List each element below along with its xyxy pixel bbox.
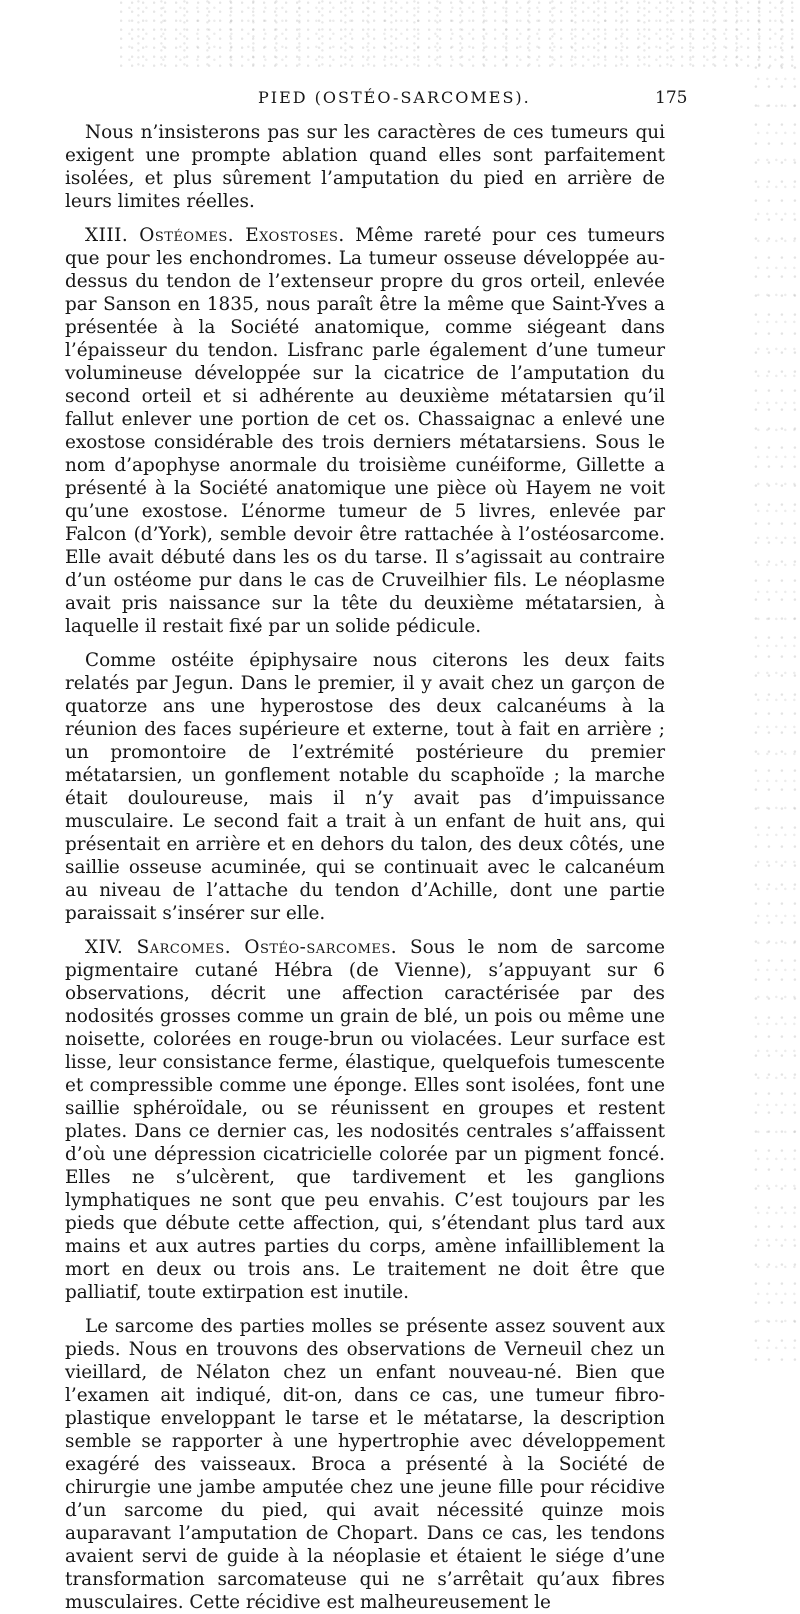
scan-noise (752, 60, 800, 1370)
paragraph (65, 649, 665, 925)
paragraph-text: Nous n’insisterons pas sur les caractères de ces tumeurs qui exigent une prompte ablation quand elles sont parfaitement isolées, et plus sûrement l’amputation du pied en arrière de leurs limites réelles. (65, 122, 665, 212)
running-header (0, 88, 800, 118)
section-heading: XIII. Ostéomes. Exostoses. (85, 225, 345, 246)
paragraph (65, 121, 665, 213)
page-title: PIED (OSTÉO-SARCOMES). (258, 88, 531, 107)
paragraph-text: Sous le nom de sarcome pigmentaire cutané Hébra (de Vienne), s’appuyant sur 6 observations, décrit une affection caractérisée par des nodosités grosses comme un grain de blé, un pois ou même une noisette, colorées en rouge-brun ou violacées. Leur surface est lisse, leur consistance ferme, élastique, quelquefois tumescente et compressible comme une éponge. Elles sont isolées, font une saillie sphéroïdale, ou se réunissent en groupes et restent plates. Dans ce dernier cas, les nodosités centrales s’affaissent d’où une dépression cicatricielle colorée par un pigment foncé. Elles ne s’ulcèrent, que tardivement et les ganglions lymphatiques ne sont que peu envahis. C’est toujours par les pieds que débute cette affection, qui, s’étendant plus tard aux mains et aux autres parties du corps, amène infailliblement la mort en deux ou trois ans. Le traitement ne doit être que palliatif, toute extirpation est inutile. (65, 937, 665, 1303)
page-number: 175 (655, 88, 688, 108)
body-text (65, 121, 665, 1614)
paragraph (65, 936, 665, 1304)
paragraph-text: Même rareté pour ces tumeurs que pour les enchondromes. La tumeur osseuse développée au-dessus du tendon de l’extenseur propre du gros orteil, enlevée par Sanson en 1835, nous paraît être la même que Saint-Yves a présentée à la Société anatomique, comme siégeant dans l’épaisseur du tendon. Lisfranc parle également d’une tumeur volumineuse développée sur la cicatrice de l’amputation du second orteil et si adhérente au deuxième métatarsien qu’il fallut enlever une portion de cet os. Chassaignac a enlevé une exostose considérable des trois derniers métatarsiens. Sous le nom d’apophyse anormale du troisième cunéiforme, Gillette a présenté à la Société anatomique une pièce où Hayem ne voit qu’une exostose. L’énorme tumeur de 5 livres, enlevée par Falcon (d’York), semble devoir être rattachée à l’ostéosarcome. Elle avait débuté dans les os du tarse. Il s’agissait au contraire d’un ostéome pur dans le cas de Cruveilhier fils. Le néoplasme avait pris naissance sur la tête du deuxième métatarsien, à laquelle il restait fixé par un solide pédicule. (65, 225, 665, 637)
paragraph-text: Comme ostéite épiphysaire nous citerons les deux faits relatés par Jegun. Dans le premier, il y avait chez un garçon de quatorze ans une hyperostose des deux calcanéums à la réunion des faces supérieure et externe, tout à fait en arrière ; un promontoire de l’extrémité postérieure du premier métatarsien, un gonflement notable du scaphoïde ; la marche était douloureuse, mais il n’y avait pas d’impuissance musculaire. Le second fait a trait à un enfant de huit ans, qui présentait en arrière et en dehors du talon, des deux côtés, une saillie osseuse acuminée, qui se continuait avec le calcanéum au niveau de l’attache du tendon d’Achille, dont une partie paraissait s’insérer sur elle. (65, 650, 665, 924)
section-heading: XIV. Sarcomes. Ostéo-sarcomes. (85, 937, 398, 958)
paragraph (65, 1315, 665, 1614)
scan-noise (120, 0, 800, 70)
paragraph-text: Le sarcome des parties molles se présente assez souvent aux pieds. Nous en trouvons des observations de Verneuil chez un vieillard, de Nélaton chez un enfant nouveau-né. Bien que l’examen ait indiqué, dit-on, dans ce cas, une tumeur fibro-plastique enveloppant le tarse et le métatarse, la description semble se rapporter à une hypertrophie avec développement exagéré des vaisseaux. Broca a présenté à la Société de chirurgie une jambe amputée chez une jeune fille pour récidive d’un sarcome du pied, qui avait nécessité quinze mois auparavant l’amputation de Chopart. Dans ce cas, les tendons avaient servi de guide à la néoplasie et étaient le siége d’une transformation sarcomateuse qui ne s’arrêtait qu’aux fibres musculaires. Cette récidive est malheureusement le (65, 1316, 665, 1613)
paragraph (65, 224, 665, 638)
